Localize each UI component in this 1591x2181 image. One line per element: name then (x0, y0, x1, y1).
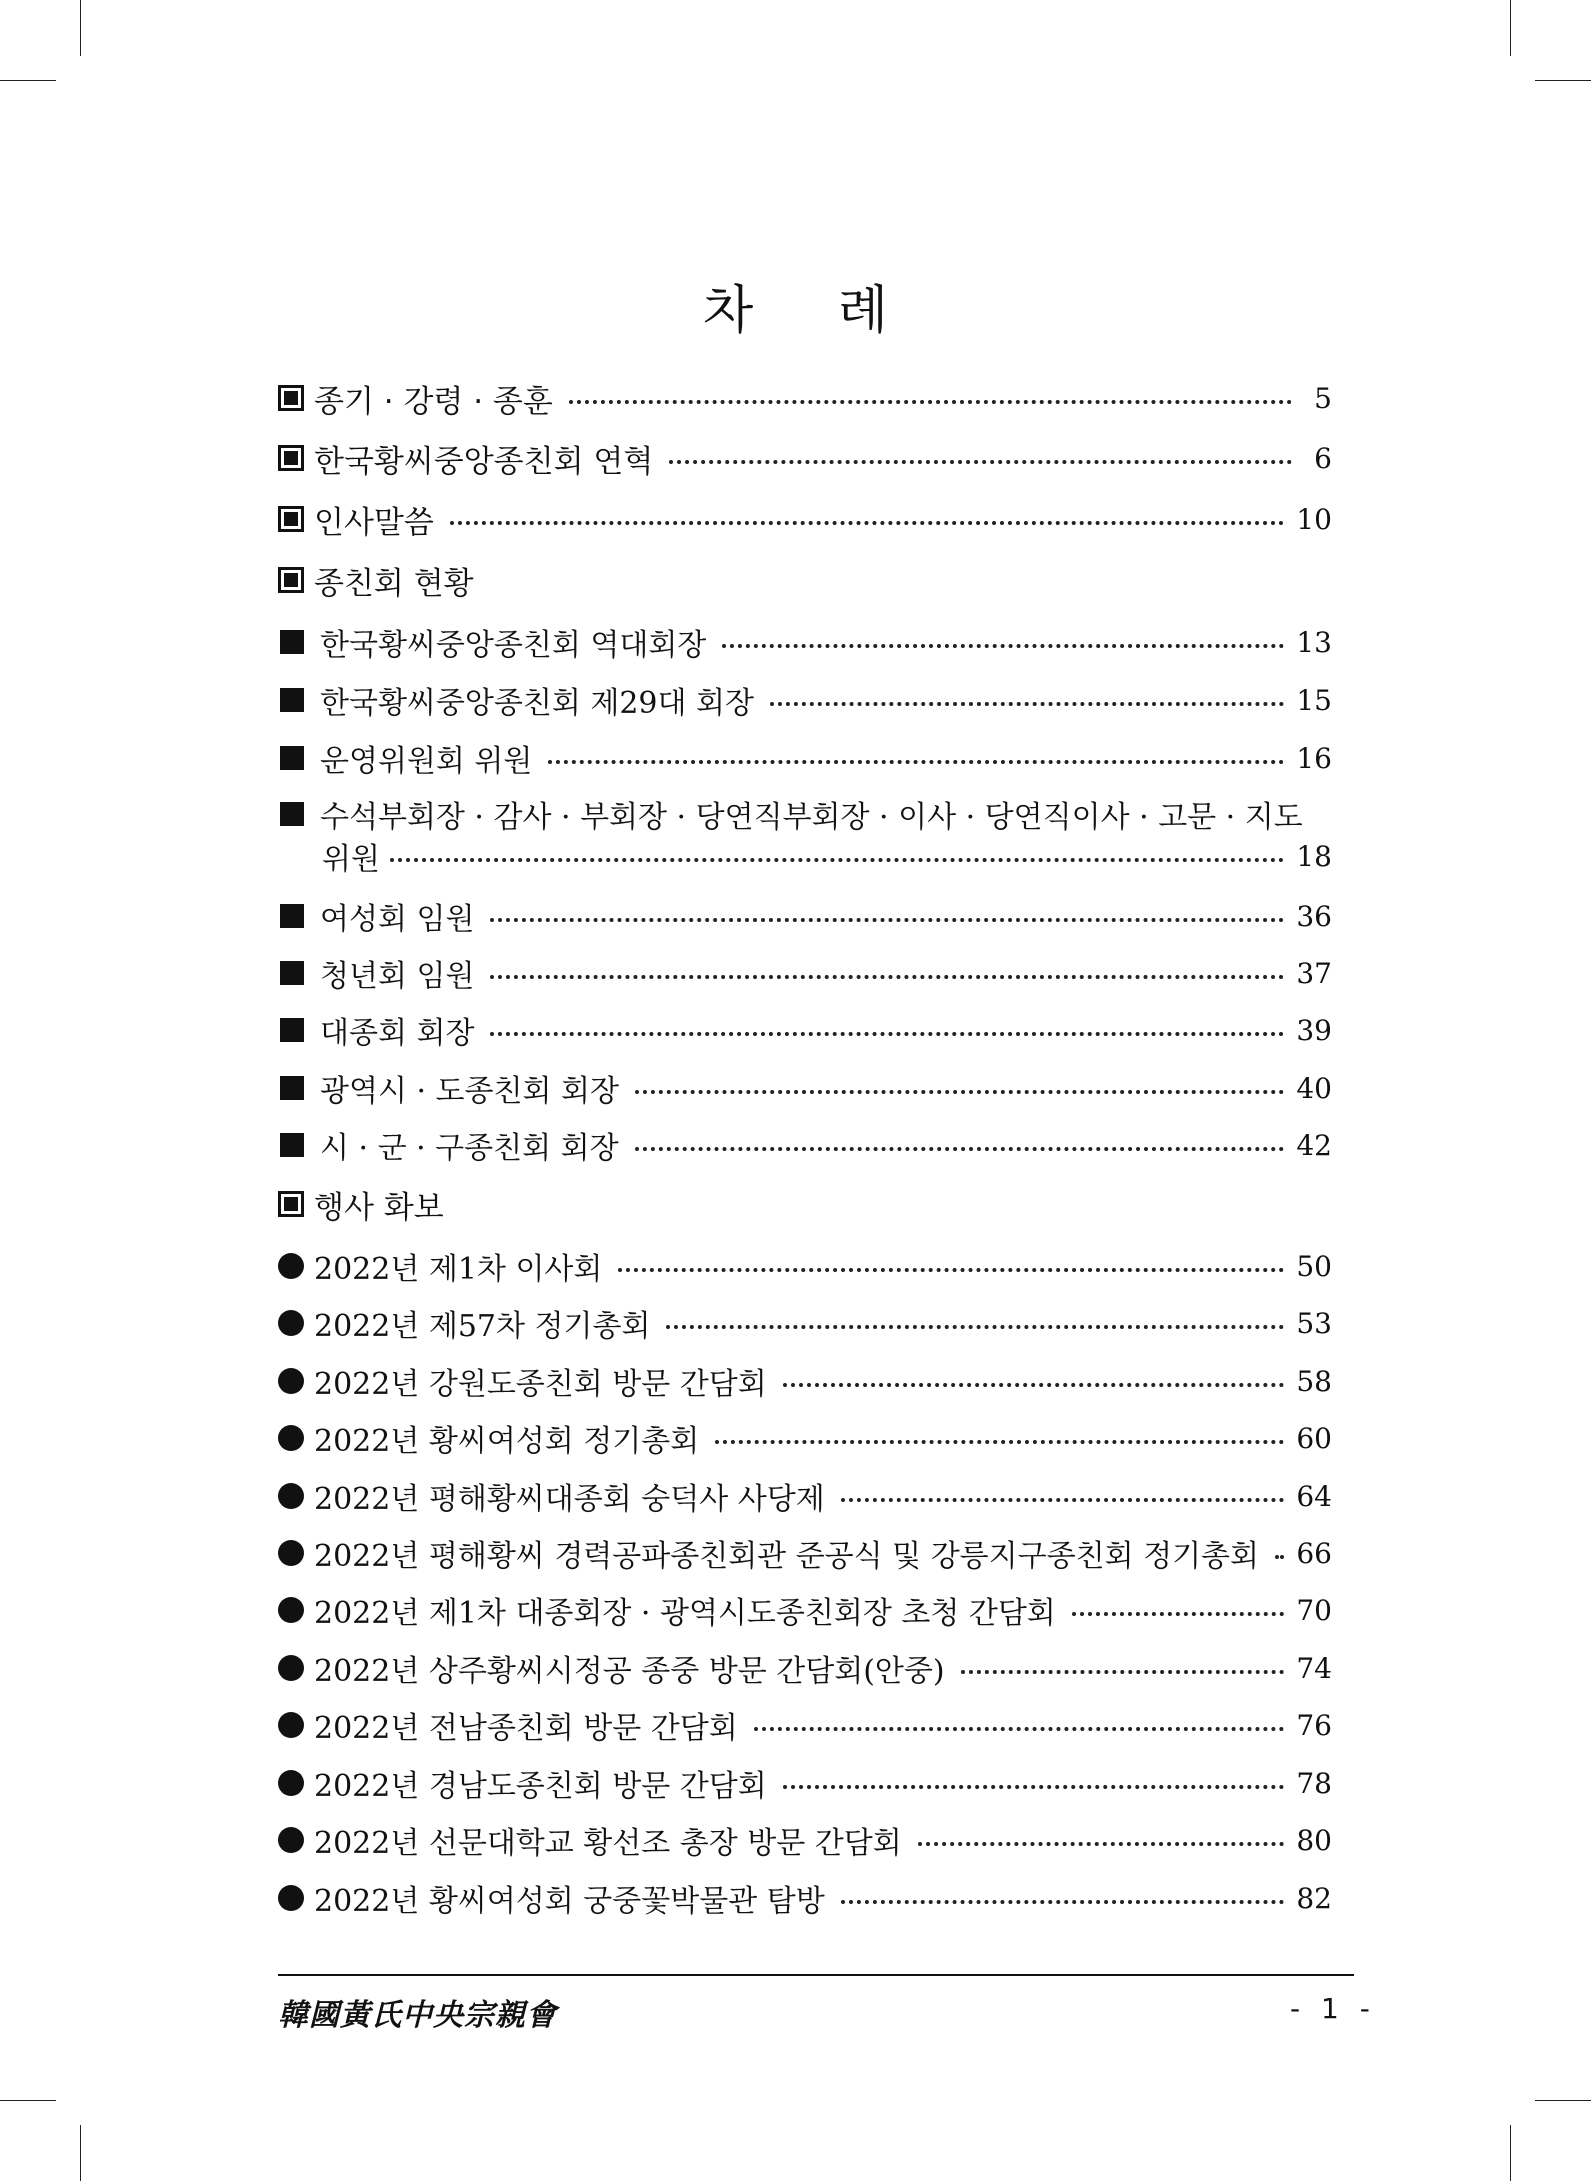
toc-entry-label: 2022년 황씨여성회 궁중꽃박물관 탐방 (314, 1884, 825, 1919)
toc-entry[interactable] (278, 497, 1332, 541)
toc-entry-page: 50 (1296, 1249, 1332, 1283)
crop-mark (0, 80, 56, 81)
toc-entry-page: 6 (1314, 441, 1332, 475)
filled-circle-icon (278, 1253, 304, 1279)
dot-leader (783, 1785, 1285, 1789)
dot-leader (490, 975, 1284, 979)
toc-entry[interactable] (278, 558, 1332, 602)
toc-entry-label: 종기 · 강령 · 종훈 (314, 383, 553, 420)
toc-entry[interactable] (278, 678, 1332, 722)
boxed-square-icon (278, 385, 304, 411)
toc-entry[interactable] (278, 736, 1332, 780)
filled-circle-icon (278, 1483, 304, 1509)
crop-mark (1535, 80, 1591, 81)
toc-entry-page: 18 (1296, 839, 1332, 873)
toc-entry-page: 53 (1296, 1306, 1332, 1340)
toc-entry[interactable] (278, 1703, 1332, 1747)
filled-square-icon (280, 1133, 304, 1157)
dot-leader (770, 702, 1284, 706)
filled-square-icon (280, 961, 304, 985)
toc-entry[interactable] (278, 1123, 1332, 1167)
toc-entry-label: 2022년 전남종친회 방문 간담회 (314, 1711, 738, 1746)
dot-leader (450, 521, 1285, 525)
filled-circle-icon (278, 1425, 304, 1451)
toc-entry[interactable] (278, 1008, 1332, 1052)
toc-entry[interactable] (278, 436, 1332, 480)
toc-entry-label: 2022년 평해황씨 경력공파종친회관 준공식 및 강릉지구종친회 정기총회 (314, 1539, 1260, 1574)
crop-mark (80, 2125, 81, 2181)
toc-entry-page: 13 (1296, 625, 1332, 659)
toc-entry-page: 70 (1296, 1593, 1332, 1627)
toc-entry[interactable] (278, 1588, 1332, 1632)
toc-entry[interactable] (278, 1066, 1332, 1110)
dot-leader (722, 644, 1284, 648)
toc-entry[interactable] (278, 1301, 1332, 1345)
toc-entry-label: 2022년 강원도종친회 방문 간담회 (314, 1367, 767, 1402)
toc-entry-page: 76 (1296, 1708, 1332, 1742)
toc-entry[interactable] (278, 1359, 1332, 1403)
filled-square-icon (280, 746, 304, 770)
crop-mark (80, 0, 81, 56)
filled-circle-icon (278, 1368, 304, 1394)
toc-entry-label: 한국황씨중앙종친회 역대회장 (320, 628, 707, 663)
boxed-square-icon (278, 506, 304, 532)
toc-entry[interactable] (278, 1416, 1332, 1460)
toc-entry-page: 40 (1296, 1071, 1332, 1105)
toc-entry-label: 대종회 회장 (320, 1016, 475, 1051)
toc-entry-page: 64 (1296, 1479, 1332, 1513)
dot-leader (715, 1440, 1284, 1444)
toc-entry-page: 16 (1296, 741, 1332, 775)
toc-entry-page: 82 (1296, 1881, 1332, 1915)
toc-entry-page: 66 (1296, 1536, 1332, 1570)
toc-entry[interactable] (278, 376, 1332, 420)
toc-entry-page: 42 (1296, 1128, 1332, 1162)
filled-circle-icon (278, 1885, 304, 1911)
toc-entry-label: 시 · 군 · 구종친회 회장 (320, 1131, 619, 1166)
dot-leader (569, 400, 1292, 404)
toc-entry-label: 2022년 제1차 이사회 (314, 1252, 603, 1287)
filled-square-icon (280, 1018, 304, 1042)
toc-entry[interactable] (278, 620, 1332, 664)
toc-entry-page: 78 (1296, 1766, 1332, 1800)
boxed-square-icon (278, 567, 304, 593)
toc-entry-page: 10 (1296, 502, 1332, 536)
filled-circle-icon (278, 1540, 304, 1566)
toc-entry[interactable] (278, 1531, 1332, 1575)
footer-rule (278, 1974, 1354, 1976)
toc-entry[interactable] (278, 1876, 1332, 1920)
dot-leader (490, 918, 1284, 922)
toc-entry-label: 한국황씨중앙종친회 제29대 회장 (320, 686, 754, 721)
page-title: 차 례 (703, 281, 922, 341)
toc-entry-label: 2022년 제57차 정기총회 (314, 1309, 651, 1344)
toc-entry-label: 2022년 상주황씨시정공 종중 방문 간담회(안중) (314, 1654, 945, 1689)
toc-entry-label: 한국황씨중앙종친회 연혁 (314, 443, 654, 480)
filled-circle-icon (278, 1597, 304, 1623)
toc-entry[interactable] (278, 1761, 1332, 1805)
toc-entry-label: 행사 화보 (314, 1189, 444, 1226)
toc-entry-page: 5 (1314, 381, 1332, 415)
toc-entry[interactable] (278, 894, 1332, 938)
toc-entry[interactable] (278, 1244, 1332, 1288)
toc-entry-page: 74 (1296, 1651, 1332, 1685)
toc-entry-label: 2022년 평해황씨대종회 숭덕사 사당제 (314, 1482, 825, 1517)
toc-entry-page: 58 (1296, 1364, 1332, 1398)
filled-circle-icon (278, 1770, 304, 1796)
dot-leader (635, 1090, 1284, 1094)
toc-entry-label: 2022년 선문대학교 황선조 총장 방문 간담회 (314, 1826, 902, 1861)
toc-entry[interactable] (278, 1818, 1332, 1862)
dot-leader (1275, 1555, 1284, 1559)
toc-entry[interactable] (278, 1646, 1332, 1690)
toc-entry[interactable] (278, 951, 1332, 995)
toc-entry-label: 종친회 현황 (314, 565, 474, 602)
dot-leader (841, 1498, 1285, 1502)
filled-circle-icon (278, 1827, 304, 1853)
toc-entry-label: 수석부회장 · 감사 · 부회장 · 당연직부회장 · 이사 · 당연직이사 · 고문 · 지도 (320, 800, 1303, 835)
filled-square-icon (280, 904, 304, 928)
dot-leader (669, 460, 1292, 464)
toc-entry-label: 운영위원회 위원 (320, 744, 533, 779)
toc-entry-label: 인사말씀 (314, 504, 434, 541)
filled-circle-icon (278, 1712, 304, 1738)
toc-entry-page: 80 (1296, 1823, 1332, 1857)
toc-entry-page: 39 (1296, 1013, 1332, 1047)
footer-page-number: - 1 - (1290, 1992, 1376, 2025)
dot-leader (666, 1325, 1284, 1329)
toc-entry-page: 15 (1296, 683, 1332, 717)
dot-leader (754, 1727, 1285, 1731)
toc-entry[interactable] (278, 794, 1332, 880)
crop-mark (1535, 2100, 1591, 2101)
dot-leader (918, 1842, 1285, 1846)
toc-entry[interactable] (278, 1474, 1332, 1518)
dot-leader (490, 1032, 1284, 1036)
crop-mark (0, 2100, 56, 2101)
dot-leader (783, 1383, 1285, 1387)
boxed-square-icon (278, 445, 304, 471)
toc-entry-page: 60 (1296, 1421, 1332, 1455)
boxed-square-icon (278, 1191, 304, 1217)
dot-leader (618, 1268, 1284, 1272)
toc-entry-label-continued: 위원 (322, 842, 380, 877)
dot-leader (1072, 1612, 1285, 1616)
filled-square-icon (280, 630, 304, 654)
toc-entry-label: 청년회 임원 (320, 959, 475, 994)
dot-leader (635, 1147, 1285, 1151)
crop-mark (1510, 0, 1511, 56)
toc-entry-page: 36 (1296, 899, 1332, 933)
toc-entry-page: 37 (1296, 956, 1332, 990)
filled-circle-icon (278, 1655, 304, 1681)
filled-square-icon (280, 688, 304, 712)
filled-square-icon (280, 1076, 304, 1100)
toc-entry-label: 2022년 황씨여성회 정기총회 (314, 1424, 700, 1459)
filled-circle-icon (278, 1310, 304, 1336)
dot-leader (548, 760, 1284, 764)
toc-entry-label: 광역시 · 도종친회 회장 (320, 1074, 619, 1109)
toc-entry-label: 2022년 경남도종친회 방문 간담회 (314, 1769, 767, 1804)
footer-organization: 韓國黃氏中央宗親會 (278, 1998, 557, 2033)
toc-entry-label: 여성회 임원 (320, 902, 475, 937)
toc-entry[interactable] (278, 1182, 1332, 1226)
crop-mark (1510, 2125, 1511, 2181)
toc-entry-label: 2022년 제1차 대종회장 · 광역시도종친회장 초청 간담회 (314, 1596, 1056, 1631)
dot-leader (390, 858, 1284, 862)
dot-leader (961, 1670, 1285, 1674)
dot-leader (841, 1900, 1285, 1904)
filled-square-icon (280, 802, 304, 826)
